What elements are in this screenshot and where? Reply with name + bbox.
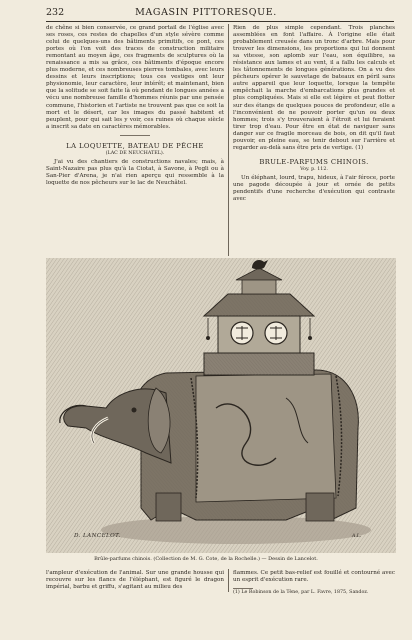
engraving-figure: [46, 258, 396, 553]
separator-rule: [120, 135, 150, 136]
left-paragraph-2: J'ai vu des chantiers de constructions navales; mais, à Saint-Nazaire pas plus qu'à la Ciotat, à Savone, à Pegli ou à San-Pier d'Arena, je n'ai rien aperçu qui ressemble à la loquette de nos pêcheurs sur le lac de Neuchâtel.: [46, 158, 224, 186]
engraver-mark: A.L.: [352, 534, 362, 539]
bottom-right-column: flammes. Ce petit bas-relief est fouillé et contourné avec un esprit d'exécution rare.: [233, 570, 395, 584]
running-title: MAGASIN PITTORESQUE.: [135, 7, 277, 18]
engraver-signature: D. LANCELOT.: [74, 533, 121, 539]
left-paragraph-1: de chêne si bien conservée, ce grand portail de l'église avec ses roses, ces restes de chapelles d'un style sévère comme celui de quelques-uns des bâtiments primitifs, ce pont, ces portes où l'on voit des traces de construction militaire remontant au moyen âge, ces fragments de sculptures où la renaissance a mis sa grâce, ces bâtiments d'époque encore plus moderne, et ces nombreuses pierres tombales, avec leurs dessins et leurs inscriptions; tous ces vestiges ont leur physionomie, leur caractère, leur intérêt; et maintenant, bien que la solitude se soit faite là où pendant de longues années a vécu une nombreuse famille d'hommes réunis par une pensée commune, l'historien et l'artiste ne trouvent pas que ce soit la mort et le désert, car les images du passé habitent et peuplent, pour qui sait les y voir, ces ruines où chaque siècle a inscrit sa date en caractères mémorables.: [46, 25, 224, 130]
page-header: [0, 0, 412, 22]
page-number: 232: [46, 7, 65, 18]
bottom-left-column: l'ampleur d'exécution de l'animal. Sur une grande housse qui recouvre sur les flancs de l'éléphant, est figuré le dragon impérial, barbu et griffu, s'agitant au milieu des: [46, 570, 224, 591]
figure-caption: Brûle-parfums chinois. (Collection de M. G. Cote, de la Rochelle.) — Dessin de Lancelot.: [94, 556, 318, 562]
bottom-column-divider: [228, 569, 229, 592]
column-divider: [228, 24, 229, 256]
footnote-rule: [233, 588, 253, 589]
header-rule: [46, 21, 394, 22]
right-column: [233, 25, 395, 203]
section-subtitle-brule-parfums: Voy. p. 112.: [300, 166, 328, 172]
section-title-brule-parfums: BRULE-PARFUMS CHINOIS.: [259, 157, 369, 166]
right-paragraph-1: Rien de plus simple cependant. Trois planches assemblées en font l'affaire. À l'origine elle était probablement creusée dans un tronc d'arbre. Mais pour trouver les dimensions, les proportions qui lui donnent sa vitesse, son aplomb sur l'eau, son équilibre, sa résistance aux lames et au vent, il a fallu les calculs et les tâtonnements de longues générations. On a vu des pêcheurs opérer le sauvetage de bateaux en péril sans autre appareil que leur loquette, lorsque la tempête empêchait la marche d'embarcations plus grandes et plus compliquées. Mais si elle est légère et peut flotter sur des étangs de quelques pouces de profondeur, elle a l'inconvénient de ne pouvoir porter qu'un ou deux hommes; trois s'y trouveraient à l'étroit et lui feraient tirer trop d'eau. Pour être en état de naviguer sans danger sur ce fragile morceau de bois, on dit qu'il faut pouvoir, en pleine eau, se tenir debout sur l'arrière et regarder au-delà sans être pris de vertige. (1): [233, 25, 395, 151]
section-subtitle-loquette: (LAC DE NEUCHATEL).: [105, 150, 165, 156]
section-title-loquette: LA LOQUETTE, BATEAU DE PÊCHE: [66, 141, 204, 150]
footnote: (1) Le Robinson de la Tène, par L. Favre, 1875, Sandoz.: [233, 590, 369, 595]
elephant-incense-burner-illustration: [46, 258, 396, 553]
right-paragraph-2: Un éléphant, lourd, trapu, hideux, à l'air féroce, porte une pagode découpée à jour et ornée de petits pendentifs d'une recherche d'exécution qui contraste avec: [233, 174, 395, 203]
left-column: [46, 25, 224, 187]
